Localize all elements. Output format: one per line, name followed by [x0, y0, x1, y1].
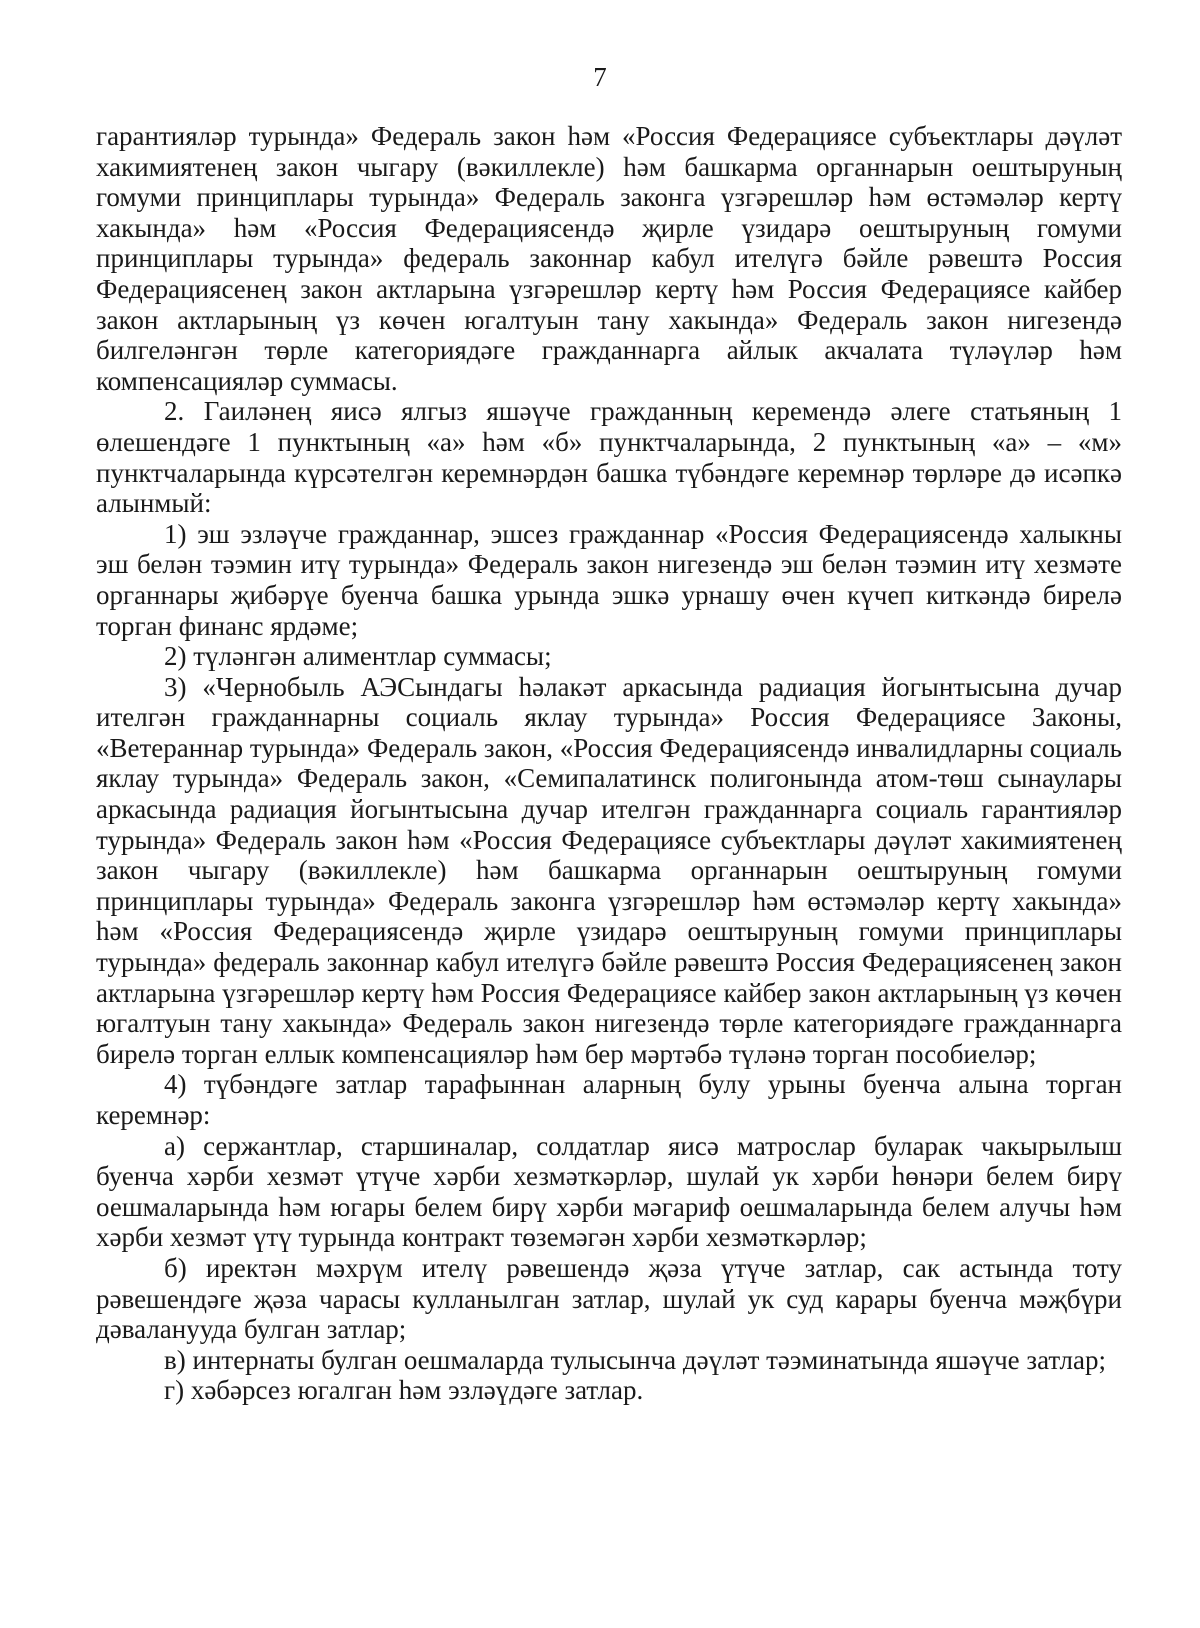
paragraph-subitem-3: 3) «Чернобыль АЭСындагы һәлакәт аркасында радиация йогынтысына дучар ителгән гражданнарны социаль яклау турында» Россия Федерациясе Законы, «Ветераннар турында» Федераль закон, «Россия Федерациясендә инвалидларны социаль яклау турында» Федераль закон, «Семипалатинск полигонында атом-төш сынаулары аркасында радиация йогынтысына дучар ителгән гражданнарга социаль гарантияләр турында» Федераль закон һәм «Россия Федерациясе субъектлары дәүләт хакимиятенең закон чыгару (вәкиллекле) һәм башкарма органнарын оештыруның гомуми принциплары турында» Федераль законга үзгәрешләр һәм өстәмәләр кертү хакында» һәм «Россия Федерациясендә җирле үзидарә оештыруның гомуми принциплары турында» федераль законнар кабул ителүгә бәйле рәвештә Россия Федерациясенең закон актларына үзгәрешләр кертү һәм Россия Федерациясе кайбер закон актларының үз көчен югалтуын тану хакында» Федераль закон нигезендә төрле категориядәге гражданнарга бирелә торган еллык компенсацияләр һәм бер мәртәбә түләнә торган пособиеләр;: [96, 671, 1122, 1069]
paragraph-subitem-1: 1) эш эзләүче гражданнар, эшсез гражданнар «Россия Федерациясендә халыкны эш белән тәэмин итү турында» Федераль закон нигезендә эш белән тәэмин итү хезмәте органнары җибәрүе буенча башка урында эшкә урнашу өчен күчеп киткәндә бирелә торган финанс ярдәме;: [96, 518, 1122, 641]
document-body: [96, 121, 1122, 1406]
paragraph-subitem-4g: г) хәбәрсез югалган һәм эзләүдәге затлар.: [164, 1375, 644, 1406]
paragraph-subitem-4a: а) сержантлар, старшиналар, солдатлар яисә матрослар буларак чакырылыш буенча хәрби хезмәт үтүче хәрби хезмәткәрләр, шулай ук хәрби һөнәри белем бирү оешмаларында һәм югары белем бирү хәрби мәгариф оешмаларында белем алучы һәм хәрби хезмәт үтү турында контракт төземәгән хәрби хезмәткәрләр;: [96, 1130, 1122, 1253]
paragraph-subitem-4v: в) интернаты булган оешмаларда тулысынча дәүләт тәэминатында яшәүче затлар;: [164, 1344, 1106, 1375]
paragraph-subitem-2: 2) түләнгән алиментлар суммасы;: [164, 641, 552, 672]
page-number: 7: [593, 62, 607, 92]
paragraph-subitem-4: 4) түбәндәге затлар тарафыннан аларның булу урыны буенча алына торган керемнәр:: [96, 1069, 1122, 1130]
paragraph-continuation: гарантияләр турында» Федераль закон һәм «Россия Федерациясе субъектлары дәүләт хакимиятенең закон чыгару (вәкиллекле) һәм башкарма органнарын оештыруның гомуми принциплары турында» Федераль законга үзгәрешләр һәм өстәмәләр кертү хакында» һәм «Россия Федерациясендә җирле үзидарә оештыруның гомуми принциплары турында» федераль законнар кабул ителүгә бәйле рәвештә Россия Федерациясенең закон актларына үзгәрешләр кертү һәм Россия Федерациясе кайбер закон актларының үз көчен югалтуын тану хакында» Федераль закон нигезендә билгеләнгән төрле категориядәге гражданнарга айлык акчалата түләүләр һәм компенсацияләр суммасы.: [96, 121, 1122, 396]
paragraph-item-2: 2. Гаиләнең яисә ялгыз яшәүче гражданның керемендә әлеге статьяның 1 өлешендәге 1 пунктының «а» һәм «б» пунктчаларында, 2 пунктының «а» – «м» пунктчаларында күрсәтелгән керемнәрдән башка түбәндәге керемнәр төрләре дә исәпкә алынмый:: [96, 396, 1122, 519]
paragraph-subitem-4b: б) иректән мәхрүм ителү рәвешендә җәза үтүче затлар, сак астында тоту рәвешендәге җәза чарасы кулланылган затлар, шулай ук суд карары буенча мәҗбүри дәваланууда булган затлар;: [96, 1252, 1122, 1345]
